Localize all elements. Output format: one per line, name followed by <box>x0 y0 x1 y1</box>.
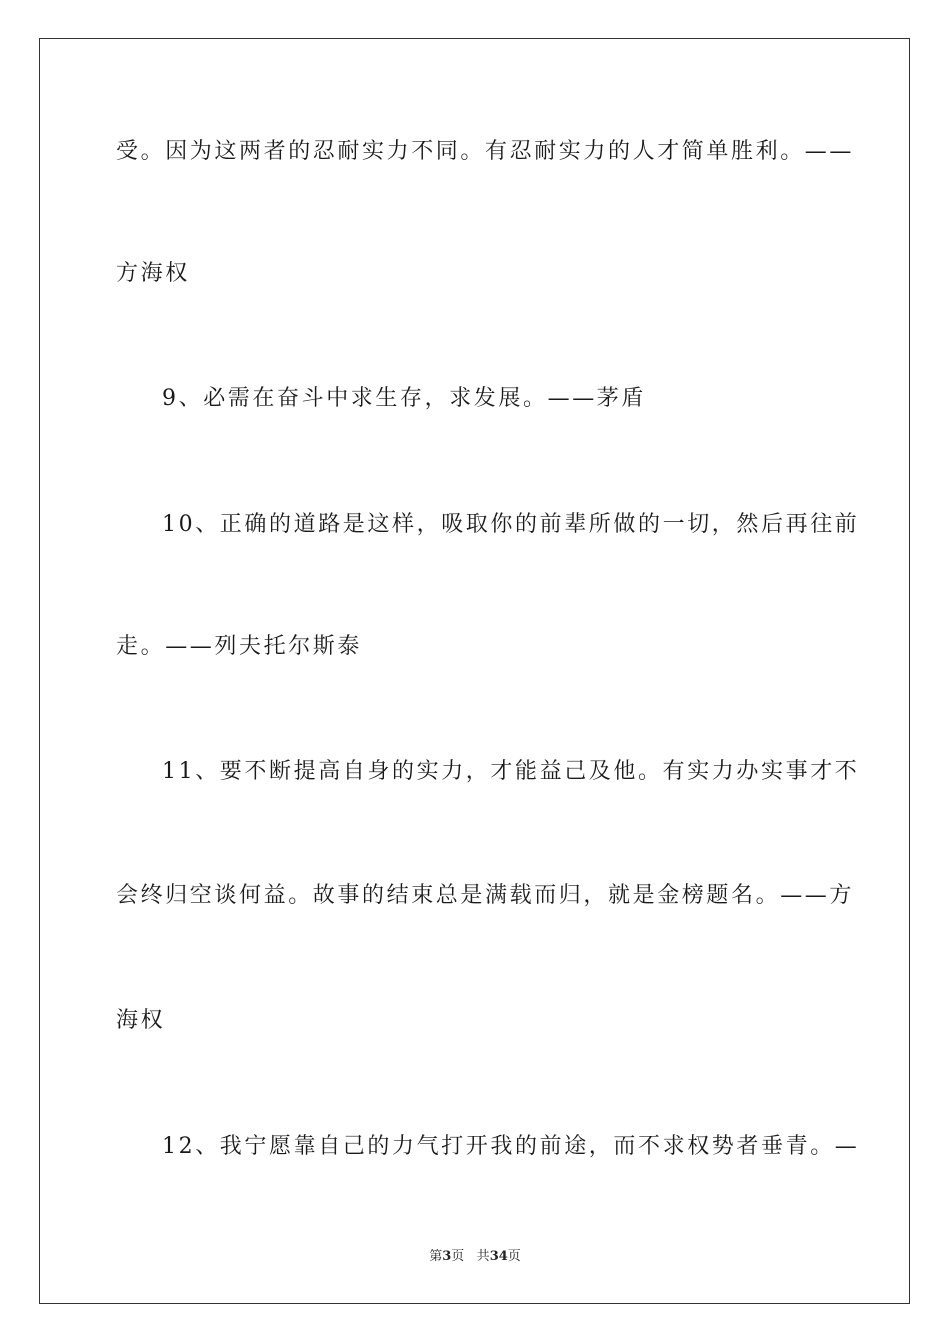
quote-10-line-2: 走。——列夫托尔斯泰 <box>116 634 363 659</box>
page-border <box>39 38 910 1304</box>
quote-9: 9、必需在奋斗中求生存，求发展。——茅盾 <box>162 386 646 411</box>
body-line-1: 受。因为这两者的忍耐实力不同。有忍耐实力的人才简单胜利。—— <box>116 139 855 164</box>
quote-12-line-1: 12、我宁愿靠自己的力气打开我的前途，而不求权势者垂青。— <box>162 1134 860 1159</box>
footer-total-pages: 34 <box>489 1249 508 1264</box>
footer-total-suffix: 页 <box>507 1249 521 1264</box>
body-line-2: 方海权 <box>116 261 190 286</box>
footer-page-number: 3 <box>442 1249 452 1264</box>
footer-page-suffix: 页 <box>451 1249 465 1264</box>
footer-page-prefix: 第 <box>429 1249 443 1264</box>
quote-11-line-1: 11、要不断提高自身的实力，才能益己及他。有实力办实事才不 <box>162 759 860 784</box>
quote-11-line-2: 会终归空谈何益。故事的结束总是满载而归，就是金榜题名。——方 <box>116 883 855 908</box>
quote-11-line-3: 海权 <box>116 1008 166 1033</box>
page-footer <box>0 1248 950 1266</box>
footer-total-prefix: 共 <box>476 1249 490 1264</box>
quote-10-line-1: 10、正确的道路是这样，吸取你的前辈所做的一切，然后再往前 <box>162 512 860 537</box>
